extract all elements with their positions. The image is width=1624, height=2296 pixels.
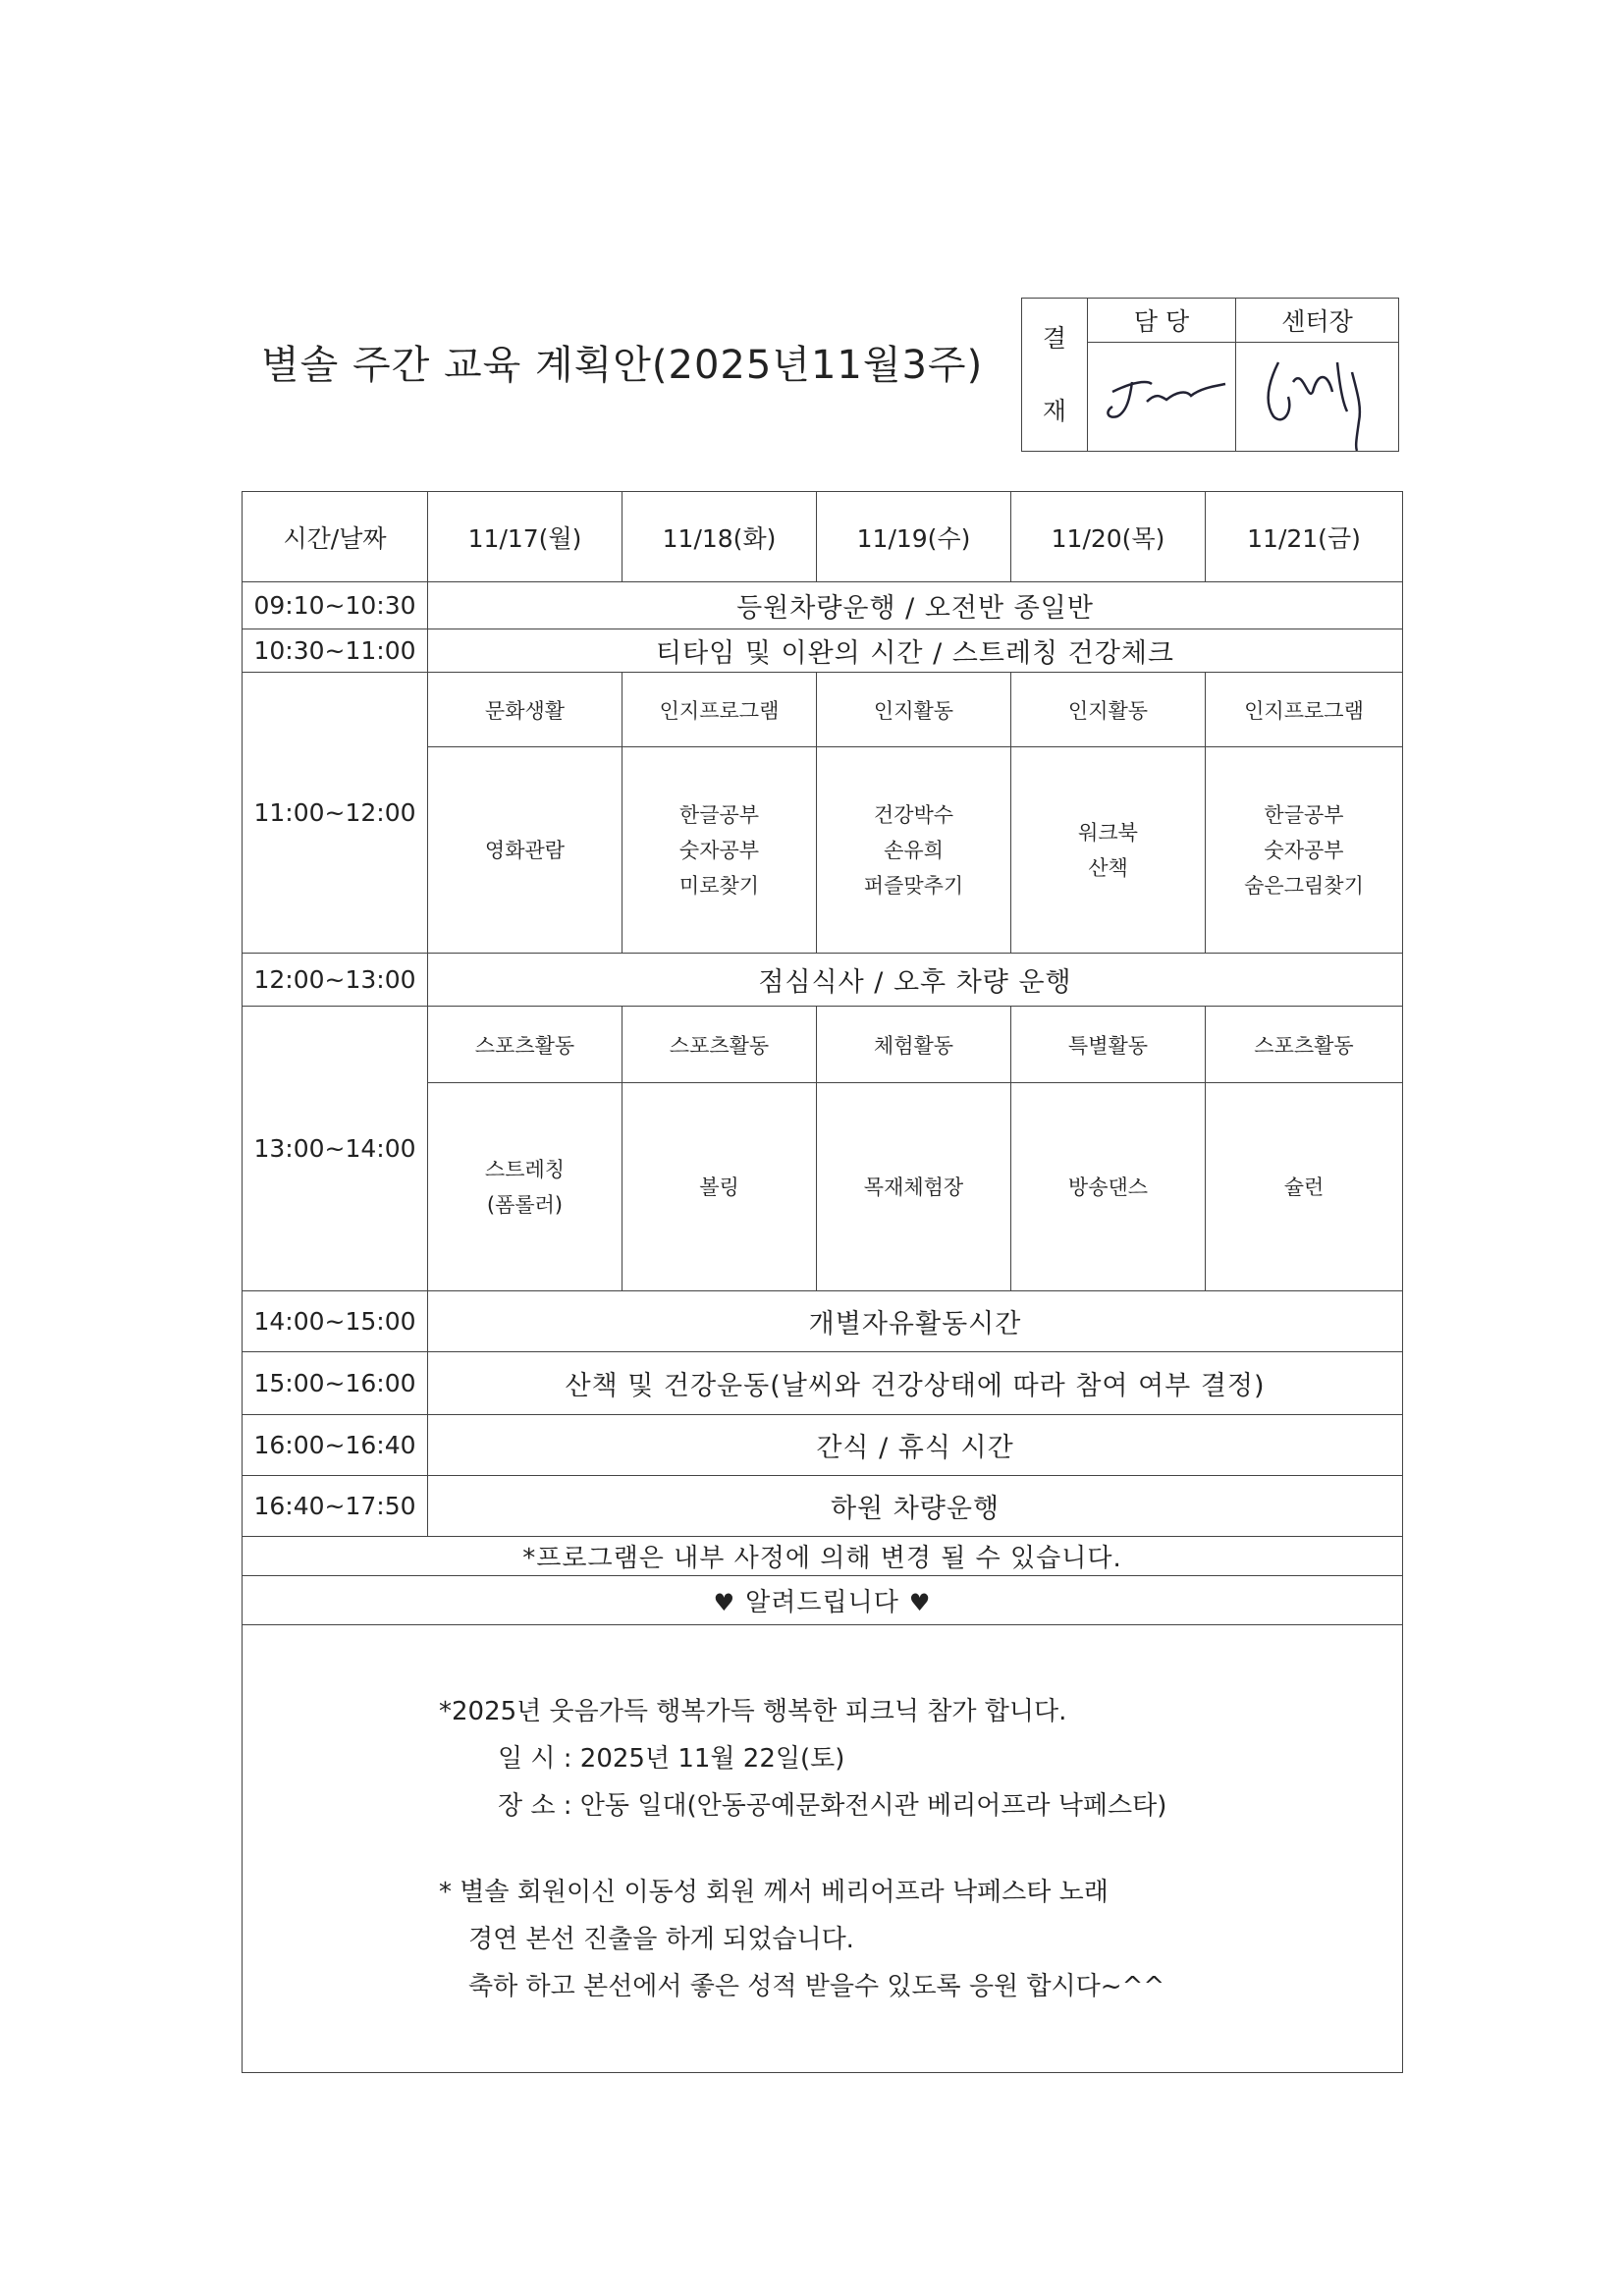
activity-line: 방송댄스 — [1067, 1175, 1149, 1199]
activity-cell — [428, 1083, 623, 1291]
schedule-row — [243, 673, 1403, 747]
notice-title-row — [243, 1576, 1403, 1625]
category-cell: 인지프로그램 — [1206, 673, 1403, 747]
activity-line: 워크북 — [1078, 820, 1138, 845]
activity-line: 한글공부 — [1264, 802, 1344, 827]
category-cell: 문화생활 — [428, 673, 623, 747]
activity-line: 숫자공부 — [1264, 838, 1344, 862]
director-signature — [1236, 343, 1399, 452]
category-cell: 인지활동 — [1011, 673, 1206, 747]
activity-cell — [1206, 1083, 1403, 1291]
activity-cell: 점심식사 / 오후 차량 운행 — [428, 954, 1403, 1007]
change-note: *프로그램은 내부 사정에 의해 변경 될 수 있습니다. — [243, 1537, 1403, 1576]
activity-cell: 하원 차량운행 — [428, 1476, 1403, 1537]
approval-box — [1021, 298, 1399, 452]
activity-cell — [1206, 747, 1403, 954]
signature-icon — [1249, 343, 1386, 451]
activity-line: 한글공부 — [678, 802, 760, 827]
activity-cell — [817, 1083, 1011, 1291]
activity-cell: 등원차량운행 / 오전반 종일반 — [428, 582, 1403, 629]
approval-kyul: 결 — [1042, 323, 1067, 353]
time-cell: 12:00~13:00 — [243, 954, 428, 1007]
approval-role-director: 센터장 — [1236, 299, 1399, 343]
time-cell: 11:00~12:00 — [243, 673, 428, 954]
activity-line: 건강박수 — [873, 802, 954, 827]
time-cell: 10:30~11:00 — [243, 629, 428, 673]
schedule-row — [243, 1476, 1403, 1537]
schedule-row — [243, 1291, 1403, 1352]
day-header: 11/20(목) — [1011, 492, 1206, 582]
category-cell: 스포츠활동 — [428, 1007, 623, 1083]
notice-line: * 별솔 회원이신 이동성 회원 께서 베리어프라 낙페스타 노래 — [439, 1877, 1109, 1907]
activity-cell: 산책 및 건강운동(날씨와 건강상태에 따라 참여 여부 결정) — [428, 1352, 1403, 1415]
time-label: 시간/날짜 — [243, 492, 428, 582]
category-cell: 특별활동 — [1011, 1007, 1206, 1083]
activity-line: 스트레칭 — [484, 1157, 566, 1181]
page-title: 별솔 주간 교육 계획안(2025년11월3주) — [261, 343, 984, 388]
day-header: 11/18(화) — [623, 492, 817, 582]
activity-line: 미로찾기 — [678, 873, 760, 898]
schedule-row — [243, 954, 1403, 1007]
activity-cell — [817, 747, 1011, 954]
notice-date: 일 시 : 2025년 11월 22일(토) — [498, 1743, 845, 1774]
signature-icon — [1093, 362, 1230, 431]
activity-cell: 개별자유활동시간 — [428, 1291, 1403, 1352]
category-cell: 스포츠활동 — [623, 1007, 817, 1083]
manager-signature — [1088, 343, 1236, 452]
approval-jae: 재 — [1042, 396, 1067, 425]
schedule-table — [242, 491, 1403, 2073]
notice-body-row — [243, 1625, 1403, 2073]
day-header: 11/19(수) — [817, 492, 1011, 582]
activity-line: 퍼즐맞추기 — [863, 873, 964, 898]
notice-line: 경연 본선 진출을 하게 되었습니다. — [468, 1924, 854, 1954]
activity-cell: 간식 / 휴식 시간 — [428, 1415, 1403, 1476]
schedule-row — [243, 629, 1403, 673]
header-row — [243, 492, 1403, 582]
schedule-row — [243, 1415, 1403, 1476]
activity-cell — [1011, 1083, 1206, 1291]
activity-cell: 티타임 및 이완의 시간 / 스트레칭 건강체크 — [428, 629, 1403, 673]
notice-title — [243, 1576, 1403, 1625]
activity-line: 숨은그림찾기 — [1244, 873, 1364, 898]
time-cell: 13:00~14:00 — [243, 1007, 428, 1291]
approval-role-manager: 담 당 — [1088, 299, 1236, 343]
activity-line: (폼롤러) — [486, 1192, 564, 1217]
notice-line: 축하 하고 본선에서 좋은 성적 받을수 있도록 응원 합시다~^^ — [468, 1971, 1165, 2001]
category-cell: 인지활동 — [817, 673, 1011, 747]
activity-line: 산책 — [1088, 855, 1128, 880]
activity-cell — [1011, 747, 1206, 954]
notice-line: *2025년 웃음가득 행복가득 행복한 피크닉 참가 합니다. — [439, 1696, 1067, 1726]
day-header: 11/17(월) — [428, 492, 623, 582]
notice-body — [243, 1625, 1403, 2073]
time-cell: 09:10~10:30 — [243, 582, 428, 629]
notice-place: 장 소 : 안동 일대(안동공예문화전시관 베리어프라 낙페스타) — [498, 1790, 1167, 1821]
time-cell: 16:00~16:40 — [243, 1415, 428, 1476]
notice-title-text: 알려드립니다 — [745, 1588, 899, 1617]
activity-cell — [623, 747, 817, 954]
activity-line: 볼링 — [699, 1175, 739, 1199]
heart-icon: ♥ — [713, 1589, 736, 1616]
activity-line: 목재체험장 — [863, 1175, 964, 1199]
approval-label — [1022, 299, 1088, 452]
activity-cell — [428, 747, 623, 954]
schedule-row — [243, 1352, 1403, 1415]
change-note-row — [243, 1537, 1403, 1576]
heart-icon: ♥ — [908, 1589, 932, 1616]
activity-line: 손유희 — [884, 838, 944, 862]
category-cell: 인지프로그램 — [623, 673, 817, 747]
category-cell: 스포츠활동 — [1206, 1007, 1403, 1083]
time-cell: 14:00~15:00 — [243, 1291, 428, 1352]
activity-line: 숫자공부 — [678, 838, 760, 862]
day-header: 11/21(금) — [1206, 492, 1403, 582]
time-cell: 16:40~17:50 — [243, 1476, 428, 1537]
time-cell: 15:00~16:00 — [243, 1352, 428, 1415]
category-cell: 체험활동 — [817, 1007, 1011, 1083]
schedule-row — [243, 582, 1403, 629]
schedule-row — [243, 1007, 1403, 1083]
activity-cell — [623, 1083, 817, 1291]
activity-line: 영화관람 — [484, 838, 566, 862]
activity-line: 슐런 — [1283, 1175, 1325, 1199]
